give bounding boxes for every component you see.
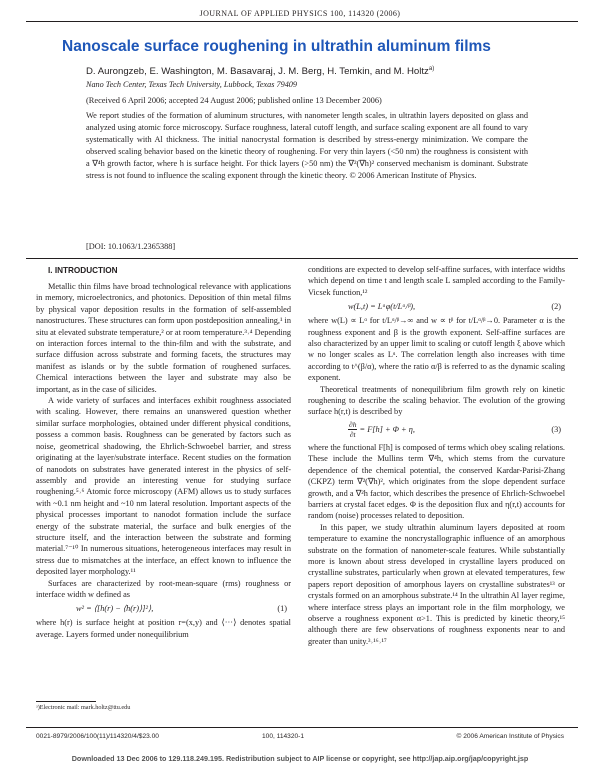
intro-paragraph-1: Metallic thin films have broad technological relevance with applications in memory, microelectronics, and photonics. Deposition of thin metal films by physical vapor deposition results in the formation of self-assembled nanostructures. These structures can form upon postdeposition annealing,¹ in situ at elevated substrate temperature,² or at room temperature.³˒⁴ Depending on interaction forces internal to the thin-film and with the substrate, and surface diffusion across substrate and forming facets, the structures may manifest as islands or by the subtle formation of roughened surfaces. Chemical interactions between the layer and substrate may also be important, as in the case of silicides.: [36, 282, 291, 394]
intro-paragraph-3: Surfaces are characterized by root-mean-square (rms) roughness or interface width w defined as: [36, 578, 291, 599]
footer-issn: 0021-8979/2006/100(11)/114320/4/$23.00: [36, 733, 159, 740]
intro-paragraph-2: A wide variety of surfaces and interfaces exhibit roughness associated with scaling. However, there remains an unanswered question whether similar surface morphologies, obtained under different physical conditions, possess a common basis. Roughness can be generated by factors such as noise, geometrical shadowing, the Ehrlich-Schwoebel barrier, and stress originating at the layer/substrate interface. Recent studies on the formation of nanodots on substrates have generated interest in the physics of self-assembly and provide an interesting venue for studying surface roughening.⁵˒⁶ Atomic force microscopy (AFM) allows us to study surfaces with ~0.1 nm height and ~10 nm lateral resolution. Important aspects of the physical processes important to nanodot formation include the surface energy of the substrate material, the surface and bulk energies of the structure itself, and the interaction between the substrate and forming material.⁷⁻¹⁰ In numerous situations, heterogeneous interfaces may result in stress due to mismatches at the interface, an effect known to influence the deposited layer morphology.¹¹: [36, 396, 291, 577]
abstract: We report studies of the formation of aluminum structures, with nanometer length scales, in ultrathin layers deposited on glass and analyzed using atomic force microscopy. Surface roughness, lateral cutoff length, and surface scaling exponent are all found to vary systematically with Al thickness. The initial nanocrystal formation is described by stress-energy minimization. We compare the observed scaling behavior based on the kinetic theory of roughening. For very thin layers (<50 nm) the roughness is consistent with a ∇⁴h growth factor, where h is surface height. For thick layers (>50 nm) the ∇²(∇h)² conserved mechanism is dominant. Substrate stress is not found to influence the scaling exponent through the kinetic theory. © 2006 American Institute of Physics.: [86, 111, 528, 180]
equation-1-body: w² = ⟨[h(r) − ⟨h(r)⟩]²⟩,: [76, 604, 154, 614]
footer-page-number: 100, 114320-1: [262, 733, 305, 740]
equation-3-rhs: = F[h] + Φ + η,: [359, 424, 415, 434]
equation-2-number: (2): [551, 302, 561, 312]
doi-link[interactable]: [DOI: 10.1063/1.2365388]: [86, 242, 176, 251]
section-heading-introduction: I. INTRODUCTION: [48, 266, 118, 275]
received-dates: (Received 6 April 2006; accepted 24 August 2006; published online 13 December 2006): [86, 96, 382, 105]
intro-paragraph-4: where h(r) is surface height at position r=(x,y) and ⟨···⟩ denotes spatial average. Layers formed under nonequilibrium: [36, 618, 291, 639]
right-paragraph-4: where the functional F[h] is composed of terms which obey scaling relations. These include the Mullins term ∇⁴h, which stems from the curvature dependence of the chemical potential, the conserved Kardar-Parisi-Zhang (CKPZ) term ∇²(∇h)², which originates from the slope dependent surface growth, and a ∇²h factor, which describes the presence of Ehrlich-Schwoebel barriers at crystal facet edges. Φ is the deposition flux and η(r,t) accounts for random (noise) processes related to deposition.: [308, 442, 565, 521]
authors-text: D. Aurongzeb, E. Washington, M. Basavaraj, J. M. Berg, H. Temkin, and M. Holtz: [86, 66, 429, 78]
footnote: ᵃ)Electronic mail: mark.holtz@ttu.edu: [36, 704, 131, 711]
equation-1: [36, 600, 291, 617]
journal-header: JOURNAL OF APPLIED PHYSICS 100, 114320 (2006): [199, 9, 401, 18]
affiliation: Nano Tech Center, Texas Tech University, Lubbock, Texas 79409: [86, 80, 297, 89]
footer-rule: [26, 727, 578, 728]
abstract-divider: [26, 258, 578, 259]
download-notice: Downloaded 13 Dec 2006 to 129.118.249.195. Redistribution subject to AIP license or copyright, see http://jap.aip.org/jap/copyright.jsp: [71, 754, 529, 763]
header-rule: [26, 21, 578, 22]
author-list: [86, 66, 434, 77]
footnote-rule: [36, 701, 96, 702]
equation-3-numerator: ∂h: [349, 420, 357, 430]
equation-3: [308, 418, 565, 442]
right-column: [308, 264, 565, 647]
article-title: Nanoscale surface roughening in ultrathin aluminum films: [62, 38, 491, 55]
equation-2-body: w(L,t) = Lᵅφ(t/Lᵅ/ᵝ),: [348, 302, 416, 312]
equation-1-number: (1): [277, 604, 287, 614]
right-paragraph-3: Theoretical treatments of nonequilibrium film growth rely on kinetic roughening to describe the scaling behavior. The evolution of the growing surface h(r,t) is described by: [308, 384, 565, 417]
footer-copyright: © 2006 American Institute of Physics: [456, 733, 564, 740]
right-paragraph-2: where w(L) ∝ Lᵅ for t/Lᵅ/ᵝ→∞ and w ∝ tᵝ for t/Lᵅ/ᵝ→0. Parameter α is the roughness exponent and β is the growth exponent. Self-affine surfaces are also characterized by an upper limit to scaling or cutoff length ξ above which w no longer scales as Lᵅ. The correlation length also increases with time according to t^(β/α), where the ratio α/β is referred to as the dynamic scaling exponent.: [308, 316, 565, 383]
left-column: [36, 264, 291, 640]
author-footnote-mark[interactable]: a): [428, 66, 435, 72]
right-paragraph-5: In this paper, we study ultrathin aluminum layers deposited at room temperature to examine the noncrystallographic influence of an amorphous substrate on the formation of nanometer-scale features. While substantially more is known about stress developed in crystalline layers produced on crystalline substrates, particularly when grown at elevated temperatures, few papers report deposition of amorphous layers on crystalline substrates¹³ or crystals formed on an amorphous substrate.¹⁴ In the ultrathin Al layer regime, where interface stress plays an important role in the film morphology, we observe a roughness exponent α>1. This is predicted by kinetic theory,¹⁵ although there are few observations of roughness exponents near to and greater than unity.³˒¹⁶˒¹⁷: [308, 522, 565, 646]
equation-3-fraction: [348, 420, 357, 439]
equation-3-denominator: ∂t: [349, 430, 356, 440]
equation-2: [308, 298, 565, 315]
equation-3-number: (3): [551, 424, 561, 434]
right-paragraph-1: conditions are expected to develop self-affine surfaces, with interface widths which depend on time t and length scale L sampled according to the Family-Vicsek function,¹²: [308, 265, 565, 297]
